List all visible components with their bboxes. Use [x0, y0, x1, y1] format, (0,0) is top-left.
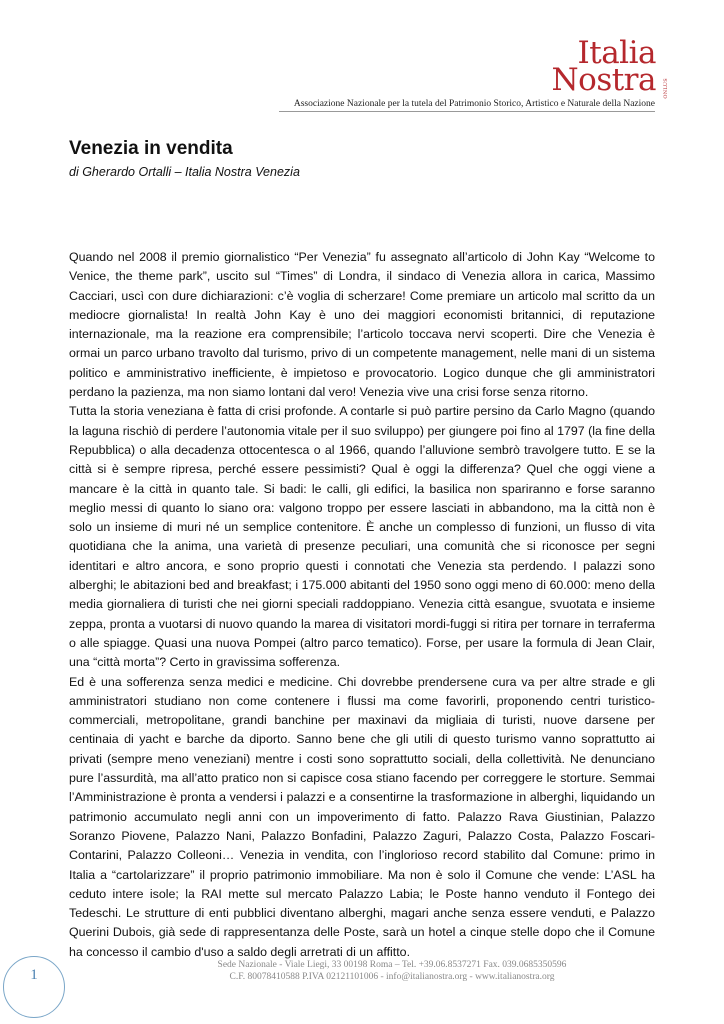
- association-tagline: Associazione Nazionale per la tutela del Patrimonio Storico, Artistico e Naturale della Nazione: [293, 99, 655, 109]
- italia-nostra-logo: [551, 35, 669, 99]
- footer-address: Sede Nazionale - Viale Liegi, 33 00198 Roma – Tel. +39.06.8537271 Fax. 039.0685350596: [217, 960, 567, 970]
- article-body: [69, 248, 655, 962]
- footer: [140, 959, 644, 983]
- logo-line-2: Nostra: [551, 61, 656, 98]
- article-title: Venezia in vendita: [69, 138, 233, 159]
- page-number: 1: [30, 967, 38, 983]
- paragraph: Tutta la storia veneziana è fatta di crisi profonde. A contarle si può partire persino da Carlo Magno (quando la laguna rischiò di perdere l’autonomia vitale per il suo sviluppo) per giungere poi fino al 1797 (la fine della Repubblica) o alla decadenza ottocentesca o al 1966, quando l’alluvione sembrò travolgere tutto. E se la città si è sempre ripresa, perché essere pessimisti? Qual è oggi la differenza? Quel che oggi viene a mancare è la città in quanto tale. Si badi: le calli, gli edifici, la basilica non spariranno e forse saranno meglio messi di quanto lo siano ora: valgono troppo per essere lasciati in abbandono, ma la città non è solo un insieme di muri né un semplice contenitore. È anche un complesso di funzioni, un flusso di vita quotidiana che la anima, una varietà di presenze peculiari, una comunità che si riconosce per segni identitari e altro ancora, e sono proprio questi i connotati che Venezia sta perdendo. I palazzi sono alberghi; le abitazioni bed and breakfast; i 175.000 abitanti del 1950 sono oggi meno di 60.000: meno della media giornaliera di turisti che nei giorni speciali raddoppiano. Venezia città esangue, svuotata e insieme zeppa, pronta a vuotarsi di nuovo quando la marea di visitatori mordi-fuggi si ritira per tornare in terraferma o alle spiagge. Quasi una nuova Pompei (altro parco tematico). Forse, per usare la formula di Jean Clair, una “città morta”? Certo in gravissima sofferenza.: [69, 404, 655, 670]
- logo-tag: ONLUS: [662, 78, 669, 99]
- footer-contacts: C.F. 80078410588 P.IVA 02121101006 - info@italianostra.org - www.italianostra.org: [229, 972, 555, 982]
- page-number-badge: [3, 956, 65, 1018]
- article-byline: di Gherardo Ortalli – Italia Nostra Venezia: [69, 165, 300, 179]
- paragraph: Ed è una sofferenza senza medici e medicine. Chi dovrebbe prendersene cura va per altre strade e gli amministratori studiano non come contenere i flussi ma come favorirli, proponendo centri turistico-commerciali, metropolitane, grandi banchine per maxinavi da migliaia di turisti, nuove darsene per centinaia di yacht e barche da diporto. Sanno bene che gli utili di questo turismo vanno soprattutto ai privati (sempre meno veneziani) mentre i costi sono soprattutto sociali, della collettività. Ne denunciano pure l’assurdità, ma all’atto pratico non si capisce cosa stiano facendo per correggere le storture. Semmai l’Amministrazione è pronta a vendersi i palazzi e a consentirne la trasformazione in alberghi, liquidando un patrimonio accumulato negli anni con un impoverimento di fatto. Palazzo Rava Giustinian, Palazzo Soranzo Piovene, Palazzo Nani, Palazzo Bonfadini, Palazzo Zaguri, Palazzo Costa, Palazzo Foscari-Contarini, Palazzo Colleoni… Venezia in vendita, con l’inglorioso record stabilito dal Comune: primo in Italia a “cartolarizzare” il proprio patrimonio immobiliare. Ma non è solo il Comune che vende: L’ASL ha ceduto intere isole; la RAI mette sul mercato Palazzo Labia; le Poste hanno venduto il Fontego dei Tedeschi. Le strutture di enti pubblici diventano alberghi, magari anche senza essere venduti, e Palazzo Querini Dubois, già sede di rappresentanza delle Poste, sarà un hotel a cinque stelle dopo che il Comune ha concesso il cambio d'uso a saldo degli arretrati di un affitto.: [69, 674, 655, 959]
- paragraph: Quando nel 2008 il premio giornalistico “Per Venezia” fu assegnato all’articolo di John Kay “Welcome to Venice, the theme park”, uscito sul “Times” di Londra, il sindaco di Venezia allora in carica, Massimo Cacciari, uscì con dure dichiarazioni: c’è voglia di scherzare! Come premiare un articolo mal scritto da un mediocre giornalista! In realtà John Kay è uno dei maggiori economisti britannici, di reputazione internazionale, ma la reazione era comprensibile; l’articolo toccava nervi scoperti. Dire che Venezia è ormai un parco urbano travolto dal turismo, privo di un competente management, nelle mani di un sistema politico e amministrativo inefficiente, è impietoso e provocatorio. Logico dunque che gli amministratori perdano la pazienza, ma non siamo lontani dal vero! Venezia vive una crisi forse senza ritorno.: [69, 250, 655, 400]
- header-divider: [279, 111, 655, 112]
- logo-line-1: Italia: [577, 35, 656, 71]
